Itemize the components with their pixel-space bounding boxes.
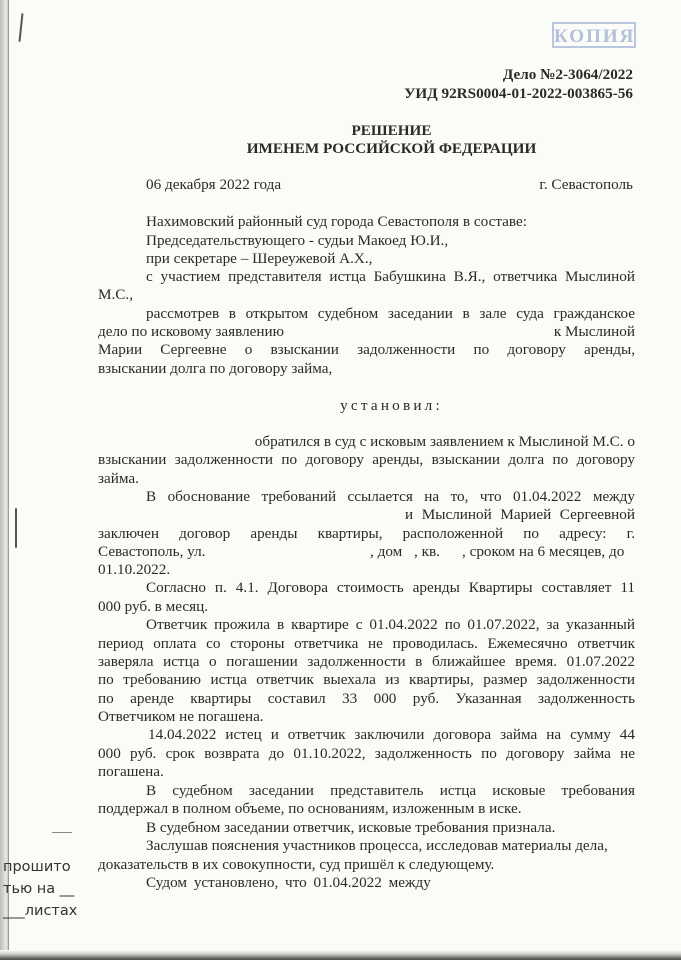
body-line: заверяла истца о погашении задолженности в ближайшее время. 01.07.2022 [98,653,635,670]
intro-line: к Мыслиной [553,323,635,340]
intro-line: дело по исковому заявлению [98,323,285,340]
body-line: и Мыслиной Марией Сергеевной [405,506,635,523]
body-line: 01.10.2022. [98,561,171,578]
body-line: 14.04.2022 истец и ответчик заключили договора займа на сумму 44 [148,726,635,743]
intro-line: рассмотрев в открытом судебном заседании в зале суда гражданское [146,305,635,322]
margin-note-line: ___листах [3,903,78,919]
body-line: период оплата со стороны ответчика не проводилась. Ежемесячно ответчик [98,635,635,652]
title-in-name-of: ИМЕНЕМ РОССИЙСКОЙ ФЕДЕРАЦИИ [246,140,537,157]
intro-line: Нахимовский районный суд города Севастополя в составе: [146,213,527,230]
title-decision: РЕШЕНИЕ [351,122,432,139]
body-line: Севастополь, ул. [98,543,206,560]
body-line: взыскании задолженности по договору аренды, взыскании долга по договору [98,451,635,468]
body-line: Заслушав пояснения участников процесса, исследовав материалы дела, [146,837,608,854]
copy-stamp: КОПИЯ [552,22,636,48]
body-line: В судебном заседании представитель истца исковые требования [146,782,635,799]
body-line: 000 руб. в месяц. [98,598,209,615]
decision-city: г. Севастополь [539,176,633,193]
body-line: Судом установлено, что 01.04.2022 между [146,874,431,891]
body-line: Согласно п. 4.1. Договора стоимость аренды Квартиры составляет 11 [146,579,635,596]
body-line: погашена. [98,763,164,780]
intro-line: взыскании долга по договору займа, [98,360,333,377]
margin-note-line: прошито [3,859,71,875]
pen-mark-middle [15,508,17,548]
body-line: займа. [98,470,139,487]
intro-line: Председательствующего - судьи Макоед Ю.И., [146,232,449,249]
body-line: , дом [370,543,403,560]
intro-line: при секретаре – Шереужевой А.Х., [146,250,373,267]
case-number: Дело №2-3064/2022 [502,66,633,83]
body-line: В обоснование требований ссылается на то, что 01.04.2022 между [146,488,635,505]
body-line: по аренде квартиры составил 33 000 руб. Указанная задолженность [98,690,635,707]
intro-line: М.С., [98,286,134,303]
body-line: Ответчиком не погашена. [98,708,264,725]
body-line: доказательств в их совокупности, суд пришёл к следующему. [98,856,495,873]
margin-note-line: тью на __ [3,881,75,897]
body-line: 000 руб. срок возврата до 01.10.2022, задолженность по договору займа не [98,745,635,762]
body-line: , кв. [414,543,440,560]
section-heading: установил: [340,397,443,414]
body-line: поддержал в полном объеме, по основаниям, изложенным в иске. [98,800,522,817]
body-line: Ответчик прожила в квартире с 01.04.2022 по 01.07.2022, за указанный [146,616,635,633]
margin-dash [52,832,72,833]
intro-line: с участием представителя истца Бабушкина В.Я., ответчика Мыслиной [146,268,635,285]
case-uid: УИД 92RS0004-01-2022-003865-56 [404,85,633,102]
body-line: , сроком на 6 месяцев, до [462,543,625,560]
body-line: В судебном заседании ответчик, исковые требования признала. [146,819,556,836]
body-line: заключен договор аренды квартиры, расположенной по адресу: г. [98,525,635,542]
pen-mark-top [18,13,23,42]
body-line: обратился в суд с исковым заявлением к Мыслиной М.С. о [254,433,635,450]
scan-bottom-edge [0,950,681,960]
decision-date: 06 декабря 2022 года [146,176,282,193]
body-line: по требованию истца ответчик выехала из квартиры, размер задолженности [98,671,635,688]
intro-line: Марии Сергеевне о взыскании задолженности по договору аренды, [98,341,635,358]
